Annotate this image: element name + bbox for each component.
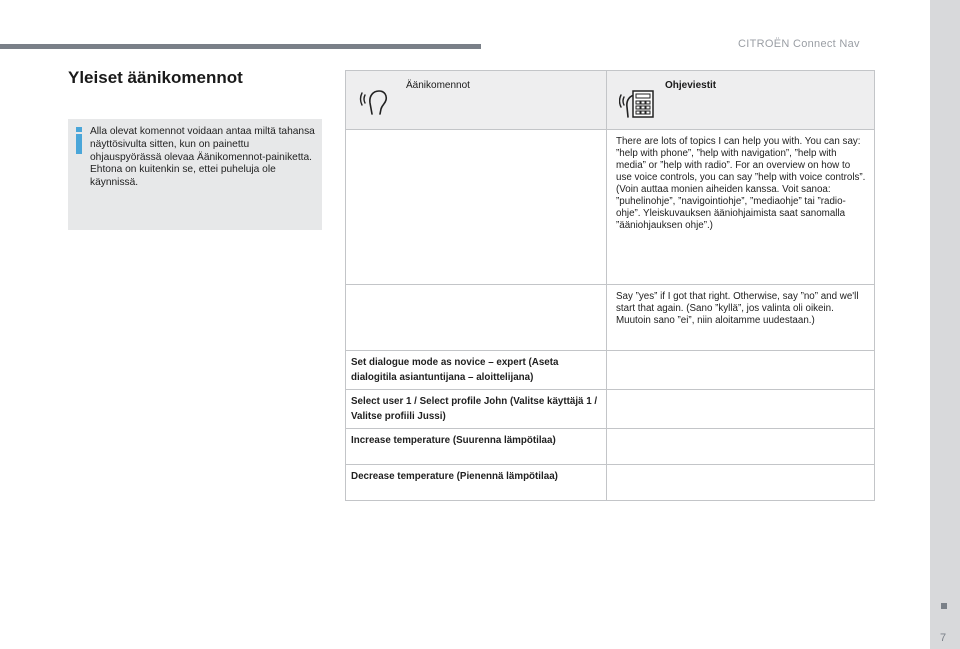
help-cell: There are lots of topics I can help you with. You can say: ”help with phone”, ”help with navigation”, ”help with media” or ”help with radio”. For an overview on how to use voice controls, you can say ”help with voice controls”. (Voin auttaa monien aiheiden kanssa. Voit sanoa: ”puhelinohje”, ”navigointiohje”, ”mediaohje” tai ”radio-ohje”. Yleiskuvauksen ääniohjaimista saat sanomalla ”ääniohjauksen ohje”.)	[607, 130, 875, 285]
voice-commands-table	[345, 70, 875, 501]
help-cell	[607, 465, 875, 501]
table-row	[346, 390, 875, 429]
info-box	[68, 119, 322, 230]
table-row	[346, 351, 875, 390]
table-row	[346, 130, 875, 285]
voice-command-icon	[358, 83, 394, 119]
column-label-commands: Äänikomennot	[406, 80, 470, 91]
command-cell: Set dialogue mode as novice – expert (Aseta dialogitila asiantuntijana – aloittelijana)	[346, 351, 607, 390]
command-cell: Increase temperature (Suurenna lämpötilaa)	[346, 429, 607, 465]
header-rule	[0, 44, 481, 49]
command-cell	[346, 285, 607, 351]
section-title: Yleiset äänikomennot	[68, 68, 243, 87]
help-cell	[607, 351, 875, 390]
command-cell: Select user 1 / Select profile John (Valitse käyttäjä 1 / Valitse profiili Jussi)	[346, 390, 607, 429]
command-cell: Decrease temperature (Pienennä lämpötilaa)	[346, 465, 607, 501]
table-row	[346, 465, 875, 501]
column-header-help	[607, 71, 875, 130]
page-side-band	[930, 0, 960, 649]
continue-marker	[941, 603, 947, 609]
brand-label: CITROËN Connect Nav	[738, 38, 860, 50]
table-header-row	[346, 71, 875, 130]
voice-help-message-icon	[619, 83, 655, 119]
info-icon	[76, 127, 82, 154]
table-row	[346, 429, 875, 465]
column-header-commands	[346, 71, 607, 130]
help-cell	[607, 429, 875, 465]
help-cell	[607, 390, 875, 429]
column-label-help: Ohjeviestit	[665, 80, 717, 91]
info-text: Alla olevat komennot voidaan antaa miltä tahansa näyttösivulta sitten, kun on painettu ohjauspyörässä olevaa Äänikomennot-painiketta. Ehtona on kuitenkin se, ettei puheluja ole käynnissä.	[90, 126, 315, 189]
table-row	[346, 285, 875, 351]
help-cell: Say ”yes” if I got that right. Otherwise, say ”no” and we'll start that again. (Sano ”kyllä”, jos valinta oli oikein. Muutoin sano ”ei”, niin aloitamme uudestaan.)	[607, 285, 875, 351]
command-cell	[346, 130, 607, 285]
page-number: 7	[940, 632, 947, 644]
